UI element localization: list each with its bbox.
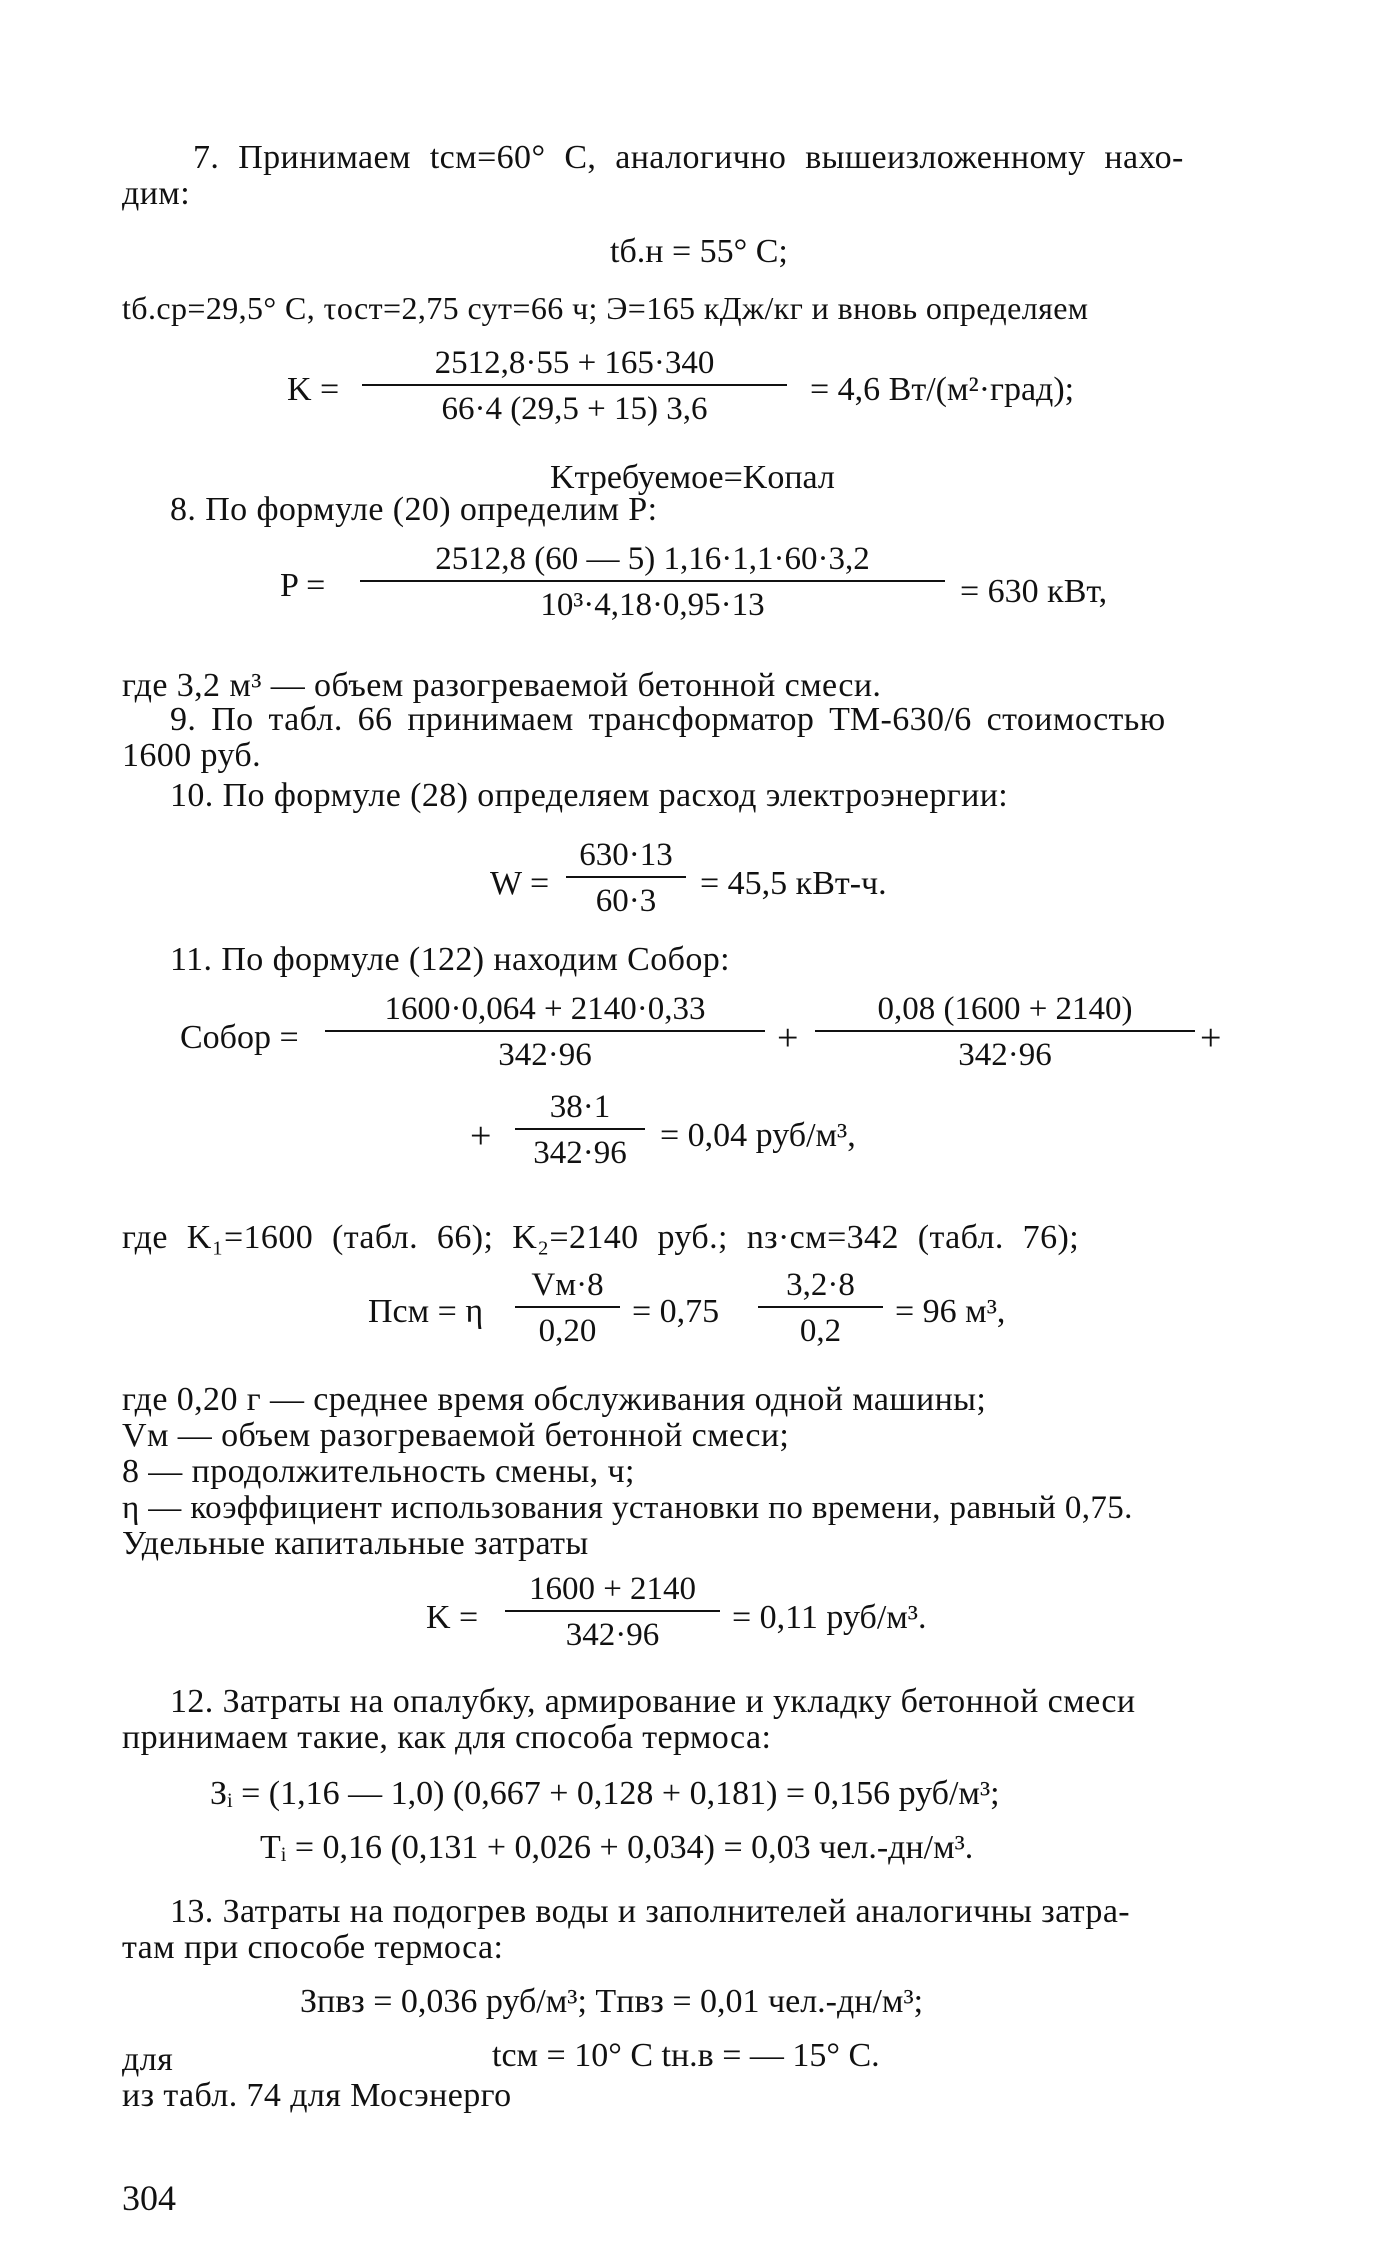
eq-pi-mid: = 0,75 [632,1293,720,1330]
eq-c-rhs: = 0,04 руб/м³, [660,1117,856,1154]
eq-w-denominator: 60·3 [595,883,657,919]
item12-line2: принимаем такие, как для способа термоса: [122,1719,772,1756]
item13-line3: из табл. 74 для Мосэнерго [122,2077,512,2114]
eq-pi-numerator-2: 3,2·8 [786,1267,855,1303]
eq-p-lhs: P = [280,567,326,604]
fraction-bar [815,1030,1195,1032]
eq-w-rhs: = 45,5 кВт-ч. [700,865,887,902]
item7-line2: дим: [122,175,191,212]
item10-line1: 10. По формуле (28) определяем расход электроэнергии: [170,777,1009,814]
eq-c-denominator-1: 342·96 [498,1037,592,1073]
item12-line1: 12. Затраты на опалубку, армирование и укладку бетонной смеси [170,1683,1136,1720]
fraction-bar [325,1030,765,1032]
item11-line4: Vм — объем разогреваемой бетонной смеси; [122,1417,790,1454]
eq-c-fraction-1 [325,990,765,1074]
item11-line5: 8 — продолжительность смены, ч; [122,1453,635,1490]
item7-line3: tб.ср=29,5° С, τост=2,75 сут=66 ч; Э=165 кДж/кг и вновь определяем [122,290,1089,326]
eq-p-denominator: 10³·4,18·0,95·13 [540,587,765,623]
eq-c-plus-1: + [777,1017,799,1059]
eq-pi-fraction-2 [758,1266,883,1350]
item9-line1: 9. По табл. 66 принимаем трансформатор ТМ-630/6 стоимостью [170,701,1166,738]
eq-kk-fraction [505,1570,720,1654]
eq-p-fraction [360,540,945,624]
eq-kk-rhs: = 0,11 руб/м³. [732,1599,927,1636]
eq-p-rhs: = 630 кВт, [960,573,1108,610]
eq-kk-lhs: K = [426,1599,479,1636]
eq-pi-rhs: = 96 м³, [895,1293,1006,1330]
eq-kk-numerator: 1600 + 2140 [528,1571,697,1607]
eq-c-denominator-2: 342·96 [958,1037,1052,1073]
page-number: 304 [122,2178,176,2218]
item11-line6: η — коэффициент использования установки по времени, равный 0,75. [122,1490,1133,1526]
item9-line2: 1600 руб. [122,737,262,774]
item11-line1: 11. По формуле (122) находим Cобор: [170,941,730,978]
eq-pi-fraction-1 [515,1266,620,1350]
item7-line1: 7. Принимаем tсм=60° С, аналогично вышеизложенному нахо- [193,139,1184,176]
eq-c-numerator-2: 0,08 (1600 + 2140) [877,991,1133,1027]
eq-k1-rhs: = 4,6 Вт/(м²·град); [810,371,1075,408]
eq-w-numerator: 630·13 [579,837,673,873]
eq-w-fraction [566,836,686,920]
eq-pi-numerator-1: Vм·8 [531,1267,604,1303]
eq-k1-numerator: 2512,8·55 + 165·340 [434,345,715,381]
item11-line2: где K₁=1600 (табл. 66); K₂=2140 руб.; nз·см=342 (табл. 76); [122,1219,1080,1256]
eq-k-required: Kтребуемое=Kопал [550,459,835,496]
eq-k1-fraction [362,344,787,428]
item8-line1: 8. По формуле (20) определим P: [170,491,658,528]
eq-z-pvz: Зпвз = 0,036 руб/м³; Tпвз = 0,01 чел.-дн/м³; [300,1983,924,2020]
eq-c-plus-3: + [470,1115,492,1157]
eq-c-numerator-1: 1600·0,064 + 2140·0,33 [384,991,706,1027]
eq-c-plus-2: + [1200,1017,1222,1059]
eq-t-i: Tᵢ = 0,16 (0,131 + 0,026 + 0,034) = 0,03 чел.-дн/м³. [260,1829,974,1866]
eq-pi-lhs: Псм = η [368,1293,484,1330]
fraction-bar [360,580,945,582]
eq-k1-denominator: 66·4 (29,5 + 15) 3,6 [441,391,708,427]
item11-line7: Удельные капитальные затраты [122,1525,589,1562]
eq-c-numerator-3: 38·1 [549,1089,611,1125]
eq-c-fraction-2 [815,990,1195,1074]
item11-line3: где 0,20 г — среднее время обслуживания одной машины; [122,1381,987,1418]
eq-temperatures: tсм = 10° С tн.в = — 15° С. [492,2037,880,2074]
item13-dlya: для [122,2041,174,2078]
eq-kk-denominator: 342·96 [565,1617,660,1653]
eq-p-numerator: 2512,8 (60 — 5) 1,16·1,1·60·3,2 [435,541,870,577]
item8-line2: где 3,2 м³ — объем разогреваемой бетонной смеси. [122,667,882,704]
eq-k1-lhs: K = [287,371,340,408]
item13-line1: 13. Затраты на подогрев воды и заполнителей аналогичны затра- [170,1893,1131,1930]
item7-eq-tbn: tб.н = 55° С; [610,233,788,270]
eq-pi-denominator-1: 0,20 [538,1313,597,1349]
eq-w-lhs: W = [490,865,550,902]
eq-c-fraction-3 [515,1088,645,1172]
fraction-bar [505,1610,720,1612]
fraction-bar [362,384,787,386]
item13-line2: там при способе термоса: [122,1929,504,1966]
eq-z-i: Зᵢ = (1,16 — 1,0) (0,667 + 0,128 + 0,181) = 0,156 руб/м³; [210,1775,1000,1812]
eq-c-denominator-3: 342·96 [533,1135,627,1171]
fraction-bar [566,876,686,878]
fraction-bar [515,1306,620,1308]
fraction-bar [758,1306,883,1308]
fraction-bar [515,1128,645,1130]
eq-c-lhs: Cобор = [180,1019,299,1056]
eq-pi-denominator-2: 0,2 [799,1313,842,1349]
